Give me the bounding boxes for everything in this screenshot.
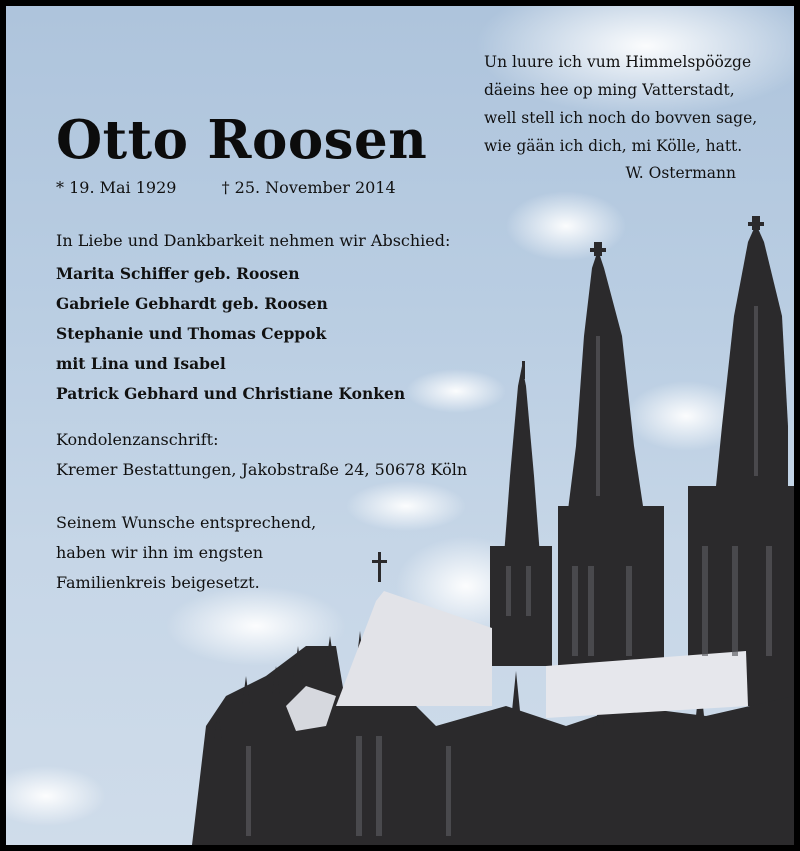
mourner-entry: Gabriele Gebhardt geb. Roosen xyxy=(56,294,328,313)
birth-date: * 19. Mai 1929 xyxy=(56,178,177,197)
mourner-entry: Marita Schiffer geb. Roosen xyxy=(56,264,300,283)
mourner-entry: Stephanie und Thomas Ceppok xyxy=(56,324,327,343)
closing-line: haben wir ihn im engsten xyxy=(56,543,264,562)
poem-line: wie gään ich dich, mi Kölle, hatt. xyxy=(484,137,743,155)
closing-line: Seinem Wunsche entsprechend, xyxy=(56,513,317,532)
poem-line: well stell ich noch do bovven sage, xyxy=(484,109,758,127)
closing-line: Familienkreis beigesetzt. xyxy=(56,573,260,592)
poem-line: Un luure ich vum Himmelspöözge xyxy=(484,53,752,71)
poem-line: däeins hee op ming Vatterstadt, xyxy=(484,81,735,99)
death-date: † 25. November 2014 xyxy=(221,178,396,197)
condolence-address: Kremer Bestattungen, Jakobstraße 24, 50678 Köln xyxy=(56,460,468,479)
mourners-list xyxy=(56,264,405,414)
poem-author: W. Ostermann xyxy=(625,164,736,182)
poem-verse xyxy=(484,52,757,164)
mourner-entry: mit Lina und Isabel xyxy=(56,354,226,373)
condolence-label: Kondolenzanschrift: xyxy=(56,430,219,449)
closing-text xyxy=(56,513,316,603)
farewell-intro: In Liebe und Dankbarkeit nehmen wir Abschied: xyxy=(56,231,451,250)
mourner-entry: Patrick Gebhard und Christiane Konken xyxy=(56,384,406,403)
deceased-name: Otto Roosen xyxy=(56,109,428,171)
life-dates xyxy=(56,178,396,197)
